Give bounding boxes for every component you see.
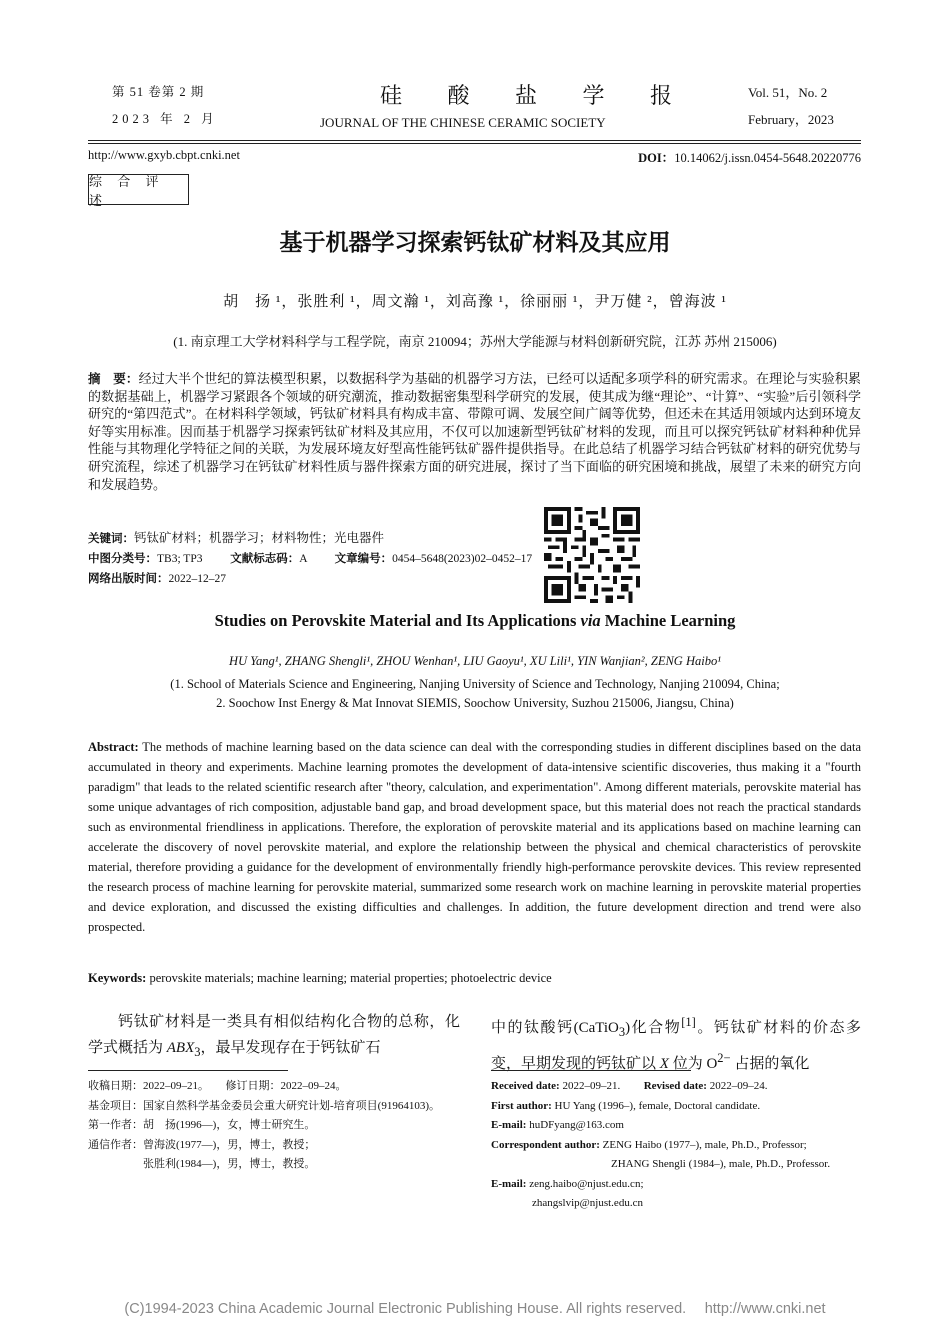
revised-label: Revised date: — [643, 1080, 707, 1092]
footnote-cn-first-author: 第一作者：胡 扬(1996—)，女，博士研究生。 — [88, 1119, 316, 1131]
article-title-cn: 基于机器学习探索钙钛矿材料及其应用 — [279, 230, 671, 256]
received-value: 2022–09–21. — [559, 1080, 621, 1092]
body-right-column — [491, 1009, 861, 1077]
online-date-value: 2022–12–27 — [168, 573, 226, 585]
footnote-en-email-3[interactable]: zhangslvip@njust.edu.cn — [532, 1197, 643, 1209]
footnote-cn-fund: 基金项目：国家自然科学基金委员会重大研究计划-培育项目(91964103)。 — [88, 1099, 440, 1112]
keywords-en-text: perovskite materials; machine learning; material properties; photoelectric device — [146, 971, 552, 985]
date-cn: 2023 年 2 月 — [112, 112, 218, 126]
clc-label: 中图分类号： — [88, 551, 157, 565]
date-en: February，2023 — [748, 112, 834, 127]
footnote-rule-en — [491, 1070, 691, 1071]
footnote-cn-dates: 收稿日期：2022–09–21。 修订日期：2022–09–24。 — [88, 1080, 347, 1092]
footnote-en-email — [491, 1116, 861, 1136]
abstract-cn — [88, 370, 861, 493]
header-rule-bottom — [88, 143, 861, 144]
body-right-subscript: 3 — [618, 1025, 626, 1039]
keywords-en — [88, 971, 552, 986]
title-en-via: via — [580, 611, 601, 630]
volume-en: Vol. 51，No. 2 — [748, 85, 828, 100]
first-author-value: HU Yang (1996–), female, Doctoral candidate. — [551, 1099, 761, 1112]
abstract-cn-label: 摘 要： — [88, 371, 139, 386]
qr-code-icon[interactable] — [544, 507, 640, 603]
email-label: E-mail: — [491, 1119, 527, 1131]
title-en-prefix: Studies on Perovskite Material and Its Applications — [214, 611, 581, 630]
journal-url[interactable]: http://www.gxyb.cbpt.cnki.net — [88, 148, 240, 162]
section-label: 综 合 评 述 — [88, 174, 189, 205]
online-date-label: 网络出版时间： — [88, 571, 169, 585]
body-right-ref[interactable]: [1] — [681, 1015, 696, 1029]
footnotes-en — [491, 1077, 861, 1214]
volume-cn: 第 51 卷第 2 期 — [112, 85, 205, 99]
journal-title-cn: 硅 酸 盐 学 报 — [380, 83, 693, 108]
abstract-en — [88, 737, 861, 937]
header-rule-top — [88, 140, 861, 141]
keywords-en-label: Keywords: — [88, 971, 147, 985]
doi[interactable] — [638, 148, 861, 166]
abstract-cn-text: 经过大半个世纪的算法模型积累，以数据科学为基础的机器学习方法，已经可以适配多项学科的研究需求。在理论与实验积累的数据基础上，机器学习紧跟各个领域的研究潮流，推动数据密集型科学研究的发展，使其成为继“理论”、“计算”、“实验”后引领科学研究的“第四范式”。在材料科学领域，钙钛矿材料具有构成丰富、带隙可调、发展空间广阔等优势，但还未在其适用领域内达到环境友好等实用标准。因而基于机器学习探索钙钛矿材料及其应用，不仅可以加速新型钙钛矿材料的发现，而且可以探究钙钛矿材料种种优异性能与其物理化学特征之间的关联，为发展环境友好型高性能钙钛矿器件提供指导。在此总结了机器学习结合钙钛矿材料的研究优势与研究流程，综述了机器学习在钙钛矿材料性质与器件探索方面的研究进展，探讨了当下面临的研究困境和挑战，展望了未来的研究方向和发展趋势。 — [88, 371, 861, 492]
body-right-text-3: 。钙钛矿材料的价态多变，早期发现的钙钛矿以 — [491, 1020, 861, 1072]
received-label: Received date: — [491, 1080, 560, 1092]
body-left-formula: ABX — [166, 1040, 195, 1056]
affiliation-cn: (1. 南京理工大学材料科学与工程学院，南京 210094；苏州大学能源与材料创新研究院，江苏 苏州 215006) — [173, 334, 777, 349]
footnote-en-correspondent-2: ZHANG Shengli (1984–), male, Ph.D., Professor. — [611, 1158, 831, 1170]
footnote-en-first-author — [491, 1097, 861, 1117]
doc-code-value: A — [299, 553, 307, 565]
body-left-text-2: ，最早发现存在于钙钛矿石 — [200, 1040, 381, 1056]
article-no-label: 文章编号： — [334, 551, 393, 565]
abstract-en-text: The methods of machine learning based on the data science can deal with the corresponding studies in different disciplines based on the data accumulated in theory and experiments. Machine learning promotes the development of data-intensive scientific discoveries, thus making it a "fourth paradigm" that leads to the related scientific research after "theory, calculation, and experimentation". Among different materials, perovskite material has some unique advantages of rich composition, adjustable band gap, and broad development space, but this material does not reach the practical standards such as environmental friendliness in applications. Therefore, the exploration of perovskite material and its applications based on machine learning can accelerate the discovery of novel perovskite material, and explore the relationship between the physical and chemical characteristics of perovskite material, therefore providing a guidance for the development of environmentally friendly high-performance perovskite devices. This review represented the research process of machine learning for perovskite material, summarized some research work on machine learning in perovskite material properties and device exploration, and discussed the existing difficulties and challenges. In addition, the future development direction and trend were also prospected. — [88, 740, 861, 934]
footnote-rule-cn — [88, 1070, 288, 1071]
journal-title-en: JOURNAL OF THE CHINESE CERAMIC SOCIETY — [320, 115, 606, 130]
keywords-cn-text: 钙钛矿材料；机器学习；材料物性；光电器件 — [134, 531, 385, 545]
body-right-text-4: 位为 O — [668, 1056, 718, 1072]
footnote-cn-corresponding-2: 张胜利(1984—)，男，博士，教授。 — [88, 1158, 316, 1170]
title-en-suffix: Machine Learning — [600, 611, 736, 630]
keywords-cn — [88, 528, 384, 546]
footnote-cn-corresponding-1: 通信作者：曾海波(1977—)，男，博士，教授； — [88, 1138, 316, 1151]
correspondent-value-1: ZENG Haibo (1977–), male, Ph.D., Professor; — [599, 1138, 807, 1151]
doc-code-label: 文献标志码： — [230, 551, 300, 565]
body-right-text-2: )化合物 — [625, 1020, 682, 1036]
article-no-value: 0454–5648(2023)02–0452–17 — [392, 553, 533, 565]
email2-label: E-mail: — [491, 1177, 527, 1190]
article-title-en — [0, 611, 950, 631]
body-right-superscript: 2− — [717, 1051, 731, 1065]
doi-value: 10.14062/j.issn.0454-5648.20220776 — [674, 151, 861, 165]
clc-value: TB3; TP3 — [157, 553, 203, 565]
classification-line — [88, 550, 532, 566]
online-date — [88, 570, 226, 586]
email2-value-1[interactable]: zeng.haibo@njust.edu.cn; — [526, 1177, 644, 1190]
body-left-text-1: 钙钛矿材料是一类具有相似结构化合物的总称，化学式概括为 — [88, 1014, 460, 1056]
first-author-label: First author: — [491, 1099, 552, 1112]
correspondent-label: Correspondent author: — [491, 1138, 600, 1151]
body-left-subscript: 3 — [194, 1045, 201, 1059]
footnotes-cn — [88, 1077, 468, 1175]
footnote-en-correspondent — [491, 1136, 861, 1156]
body-right-text-1: 中的钛酸钙(CaTiO — [491, 1020, 619, 1036]
authors-cn: 胡 扬 ¹，张胜利 ¹，周文瀚 ¹，刘高豫 ¹，徐丽丽 ¹，尹万健 ²，曾海波 ¹ — [223, 294, 727, 310]
affiliation-en-2: 2. Soochow Inst Energy & Mat Innovat SIEMIS, Soochow University, Suzhou 215006, Jiangsu, China) — [216, 696, 734, 710]
doi-label: DOI： — [638, 151, 675, 165]
abstract-en-label: Abstract: — [88, 740, 139, 754]
affiliation-en-1: (1. School of Materials Science and Engineering, Nanjing University of Science and Technology, Nanjing 210094, China; — [170, 677, 780, 691]
body-left-column — [88, 1009, 460, 1065]
keywords-cn-label: 关键词： — [88, 531, 134, 545]
footnote-en-email-2 — [491, 1175, 861, 1195]
body-right-x: X — [659, 1056, 669, 1072]
email-value[interactable]: huDFyang@163.com — [526, 1119, 624, 1131]
revised-value: 2022–09–24. — [706, 1080, 768, 1092]
copyright-footer: (C)1994-2023 China Academic Journal Electronic Publishing House. All rights reserved. http://www.cnki.net — [124, 1301, 826, 1317]
footnote-en-dates — [491, 1077, 861, 1097]
body-right-text-5: 占据的氧化 — [730, 1056, 810, 1072]
authors-en: HU Yang¹, ZHANG Shengli¹, ZHOU Wenhan¹, LIU Gaoyu¹, XU Lili¹, YIN Wanjian², ZENG Haibo¹ — [229, 654, 721, 668]
